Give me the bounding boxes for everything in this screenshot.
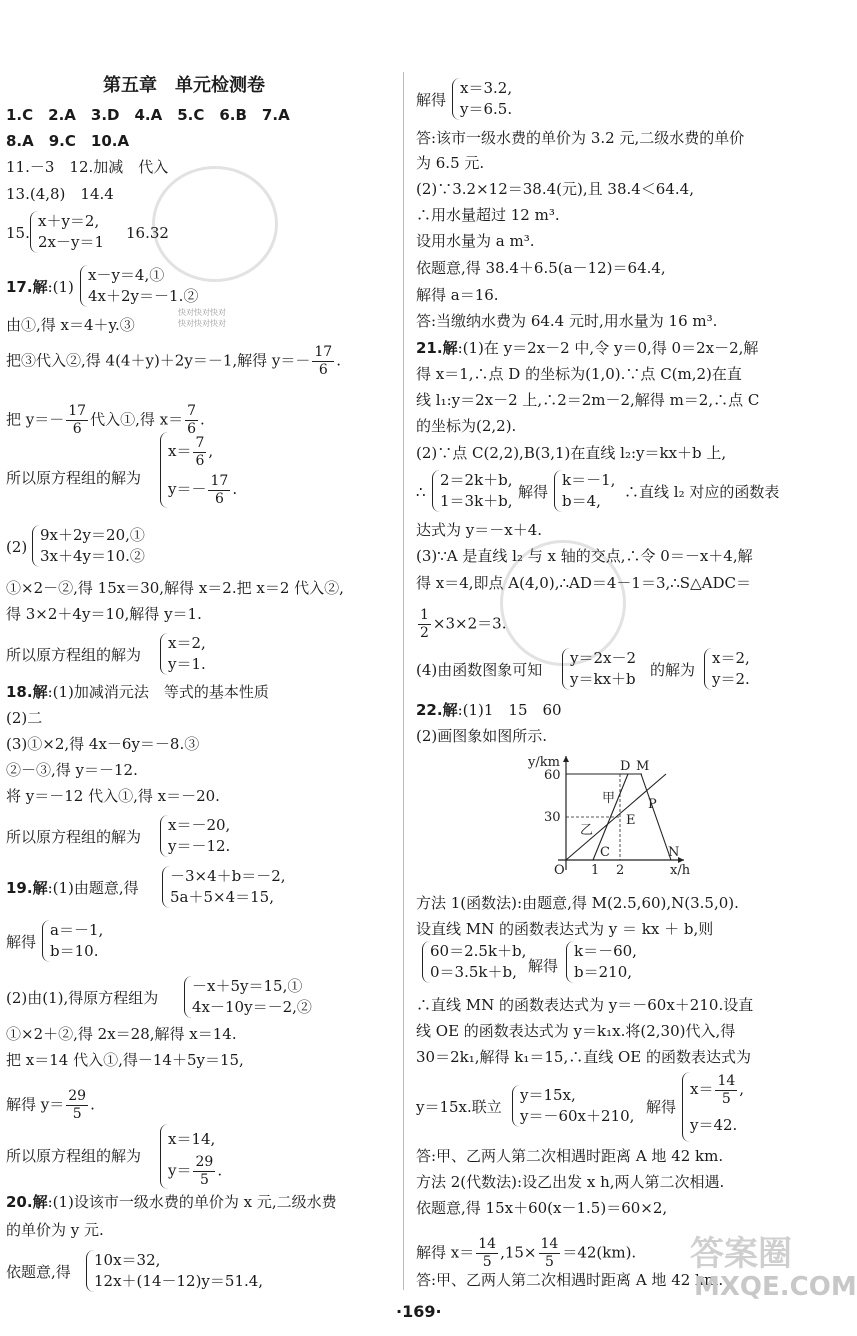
q17-line-1 xyxy=(6,277,74,297)
equation: y＝2. xyxy=(712,670,750,688)
equation: b＝210, xyxy=(574,963,633,981)
q18-line-2: (2)二 xyxy=(6,709,43,727)
q21-line-6c: ∴直线 l₂ 对应的函数表 xyxy=(624,483,780,501)
text: y＝ xyxy=(168,1161,192,1180)
q21-line-5: (2)∵点 C(2,2),B(3,1)在直线 l₂:y＝kx＋b 上, xyxy=(416,444,727,462)
fraction xyxy=(193,435,206,470)
q17-line-7: 得 3×2＋4y＝10,解得 y＝1. xyxy=(6,605,202,623)
equation: k＝－1, xyxy=(562,471,616,489)
solution-y: y＝ $\frac{29}{5}$ . xyxy=(168,1154,223,1188)
fraction xyxy=(539,1236,561,1271)
equation: b＝4, xyxy=(562,492,601,510)
q17-solution-1 xyxy=(160,432,237,508)
numerator: 29 xyxy=(195,1154,214,1170)
q18-line-4: ②－③,得 y＝－12. xyxy=(6,761,138,779)
answer-16: 16.32 xyxy=(126,224,169,242)
q18-solution xyxy=(160,815,230,857)
q21-line-11: (4)由函数图象可知 xyxy=(416,661,543,679)
q19-line-1 xyxy=(6,878,139,898)
equation: y＝2x－2 xyxy=(570,649,637,667)
equation: 1＝3k＋b, xyxy=(440,492,513,510)
q20-right-line-9: 答:当缴纳水费为 64.4 元时,用水量为 16 m³. xyxy=(416,312,718,330)
watermark-small-text-1: 快对快对快对 xyxy=(178,308,226,317)
q22-system-1 xyxy=(422,941,526,983)
q20-right-line-8: 解得 a＝16. xyxy=(416,286,499,304)
answer-15-system xyxy=(30,211,104,253)
q20-right-line-6: 设用水量为 a m³. xyxy=(416,232,535,250)
x-tick-1: 1 xyxy=(591,863,600,878)
q17-line-3: 把③代入②,得 4(4＋y)＋2y＝－1,解得 y＝－ $\frac{17}{6}$ . xyxy=(6,344,341,378)
equation: 4x－10y＝－2,② xyxy=(192,998,312,1016)
q22-line-3: 方法 1(函数法):由题意,得 M(2.5,60),N(3.5,0). xyxy=(416,894,739,912)
fraction xyxy=(418,607,431,642)
q22-solution-1 xyxy=(566,941,637,983)
fraction xyxy=(715,1073,737,1108)
fraction xyxy=(193,1154,215,1189)
numerator: 29 xyxy=(68,1088,87,1104)
x-tick-2: 2 xyxy=(616,863,625,878)
equation: x＝14, xyxy=(168,1130,216,1148)
q22-line-13 xyxy=(416,1236,636,1271)
point-label-P: P xyxy=(648,797,657,812)
equation: x＝2, xyxy=(168,634,206,652)
equation: 3x＋4y＝10.② xyxy=(40,547,145,565)
numerator: 1 xyxy=(420,607,429,623)
y-unit-label: y/km xyxy=(528,755,560,770)
q17-line-8: 所以原方程组的解为 xyxy=(6,646,142,664)
q19-line-4: ①×2＋②,得 2x＝28,解得 x＝14. xyxy=(6,1025,237,1043)
q20-system xyxy=(86,1250,263,1292)
answer-row-2: 8.A 9.C 10.A xyxy=(6,132,130,150)
watermark-url: MXQE.COM xyxy=(694,1272,857,1302)
numerator: 17 xyxy=(68,403,87,419)
q22-line-9b: 解得 xyxy=(646,1098,677,1116)
q19-system-1 xyxy=(162,866,286,908)
q19-line-2: 解得 xyxy=(6,933,37,951)
text: :(1)设该市一级水费的单价为 x 元,二级水费 xyxy=(47,1193,337,1211)
q17-line-6: ①×2－②,得 15x＝30,解得 x＝2.把 x＝2 代入②, xyxy=(6,579,344,597)
q19-system-2 xyxy=(184,976,312,1018)
q21-solution-4 xyxy=(704,648,750,690)
q21-line-6a: ∴ xyxy=(416,483,426,501)
numerator: 7 xyxy=(187,403,196,419)
text: 代入①,得 x＝ xyxy=(90,410,184,429)
equation: 10x＝32, xyxy=(94,1251,161,1269)
answer-15-label: 15. xyxy=(6,224,30,242)
text: 把 y＝－ xyxy=(6,410,65,429)
q19-label: 19.解 xyxy=(6,879,48,897)
equation: y＝kx＋b xyxy=(570,670,636,688)
q21-line-6b: 解得 xyxy=(518,483,549,501)
solution-y: y＝－ $\frac{17}{6}$ . xyxy=(168,472,238,507)
equation: 9x＋2y＝20,① xyxy=(40,526,145,544)
page-number: ·169· xyxy=(396,1302,442,1321)
denominator: 6 xyxy=(187,421,196,437)
q21-line-3: 线 l₁:y＝2x－2 上,∴2＝2m－2,解得 m＝2,∴点 C xyxy=(416,391,760,409)
q17-part1: :(1) xyxy=(47,278,74,296)
watermark-logo: 答案圈 xyxy=(690,1234,792,1274)
q17-line-4: 把 y＝－ $\frac{17}{6}$ 代入①,得 x＝ $\frac{7}{6}$ . xyxy=(6,403,205,437)
q20-right-line-5: ∴用水量超过 12 m³. xyxy=(416,206,560,224)
text: :(1)由题意,得 xyxy=(47,879,139,897)
denominator: 5 xyxy=(482,1254,492,1270)
fraction xyxy=(208,473,230,508)
text: 解得 y＝ xyxy=(6,1095,65,1114)
equation: －3×4＋b＝－2, xyxy=(170,867,286,885)
q18-label: 18.解 xyxy=(6,683,48,701)
q18-line-1 xyxy=(6,682,269,702)
equation: y＝6.5. xyxy=(460,100,513,118)
q21-line-7: 达式为 y＝－x＋4. xyxy=(416,521,543,539)
q17-line-5: 所以原方程组的解为 xyxy=(6,469,142,487)
x-unit-label: x/h xyxy=(670,863,691,878)
numerator: 14 xyxy=(478,1236,497,1252)
equation: x＋y＝2, xyxy=(38,212,100,230)
text: x＝ xyxy=(690,1080,714,1098)
series-label-yi: 乙 xyxy=(580,823,594,838)
text: ,15× xyxy=(500,1243,537,1262)
q20-right-line-3: 为 6.5 元. xyxy=(416,154,485,172)
equation: x＝2, xyxy=(712,649,750,667)
equation: 60＝2.5k＋b, xyxy=(430,942,527,960)
q20-label: 20.解 xyxy=(6,1193,48,1211)
line-segment-MN xyxy=(641,774,671,860)
equation: x－y＝4,① xyxy=(88,266,165,284)
denominator: 6 xyxy=(318,362,328,378)
q21-line-11b: 的解为 xyxy=(650,661,696,679)
q19-line-7: 所以原方程组的解为 xyxy=(6,1147,142,1165)
answer-row-1: 1.C 2.A 3.D 4.A 5.C 6.B 7.A xyxy=(6,106,290,124)
q20-right-line-2: 答:该市一级水费的单价为 3.2 元,二级水费的单价 xyxy=(416,129,745,147)
point-label-E: E xyxy=(626,813,636,828)
q18-line-6: 所以原方程组的解为 xyxy=(6,828,142,846)
q19-solution-2 xyxy=(160,1124,222,1189)
equation: 5a＋5×4＝15, xyxy=(170,888,274,906)
q22-solution-2 xyxy=(682,1072,744,1142)
q22-line-14: 答:甲、乙两人第二次相遇时距离 A 地 42 km. xyxy=(416,1271,724,1289)
equation: x＝3.2, xyxy=(460,79,513,97)
equation: a＝－1, xyxy=(50,921,104,939)
equation: y＝－12. xyxy=(168,837,231,855)
equation: x＝－20, xyxy=(168,816,231,834)
q19-solution-1 xyxy=(42,920,103,962)
text: x＝ xyxy=(168,442,192,460)
q21-line-4: 的坐标为(2,2). xyxy=(416,417,517,435)
q22-line-9a: y＝15x.联立 xyxy=(416,1098,502,1116)
equation: 0＝3.5k＋b, xyxy=(430,963,517,981)
denominator: 5 xyxy=(199,1172,209,1188)
q22-line-5: 解得 xyxy=(528,957,559,975)
numerator: 7 xyxy=(195,434,205,451)
numerator: 17 xyxy=(314,344,333,360)
numerator: 14 xyxy=(717,1072,736,1089)
q22-line-11: 方法 2(代数法):设乙出发 x h,两人第二次相遇. xyxy=(416,1173,725,1191)
equation: b＝10. xyxy=(50,942,99,960)
equation: y＝15x, xyxy=(520,1086,576,1104)
equation: 12x＋(14－12)y＝51.4, xyxy=(94,1272,264,1290)
q21-label: 21.解 xyxy=(416,339,458,357)
text: :(1)1 15 60 xyxy=(457,701,562,719)
q22-graph xyxy=(518,752,691,882)
q21-line-2: 得 x＝1,∴点 D 的坐标为(1,0).∵点 C(m,2)在直 xyxy=(416,365,742,383)
solution-x: x＝ $\frac{7}{6}$ , xyxy=(168,434,214,469)
q20-line-3: 依题意,得 xyxy=(6,1263,71,1281)
q20-line-1 xyxy=(6,1192,337,1212)
q22-line-6: ∴直线 MN 的函数表达式为 y＝－60x＋210.设直 xyxy=(416,996,754,1014)
fraction xyxy=(66,403,88,438)
denominator: 5 xyxy=(721,1090,731,1107)
numerator: 17 xyxy=(210,472,229,489)
q17-system-2 xyxy=(32,525,145,567)
text: 把③代入②,得 4(4＋y)＋2y＝－1,解得 y＝－ xyxy=(6,351,311,370)
fraction xyxy=(312,344,334,379)
column-divider xyxy=(403,72,404,1290)
q22-line-12: 依题意,得 15x＋60(x－1.5)＝60×2, xyxy=(416,1199,668,1217)
q21-line-9: 得 x＝4,即点 A(4,0),∴AD＝4－1＝3,∴S△ADC＝ xyxy=(416,574,751,592)
q20-solution xyxy=(452,78,512,120)
q18-line-5: 将 y＝－12 代入①,得 x＝－20. xyxy=(6,787,220,805)
text: ×3×2＝3. xyxy=(432,614,507,633)
point-label-N: N xyxy=(668,845,680,860)
q22-line-7: 线 OE 的函数表达式为 y＝k₁x.将(2,30)代入,得 xyxy=(416,1022,736,1040)
denominator: 6 xyxy=(195,452,205,469)
q20-right-line-1: 解得 xyxy=(416,91,447,109)
point-label-C: C xyxy=(600,845,610,860)
answer-row-3: 11.－3 12.加减 代入 xyxy=(6,158,169,176)
series-label-jia: 甲 xyxy=(602,791,616,806)
page-title: 第五章 单元检测卷 xyxy=(103,75,265,96)
watermark-small-text-2: 快对快对快对 xyxy=(178,319,226,328)
equation: －x＋5y＝15,① xyxy=(192,977,303,995)
text: y＝－ xyxy=(168,480,207,498)
q21-solution xyxy=(554,470,615,512)
q17-system-1 xyxy=(80,265,198,307)
q17-solution-2 xyxy=(160,633,206,675)
q17-part2-label: (2) xyxy=(6,538,28,556)
equation: y＝1. xyxy=(168,655,206,673)
denominator: 2 xyxy=(420,625,429,641)
q21-line-1 xyxy=(416,338,758,358)
point-label-M: M xyxy=(636,759,650,774)
text: ＝42(km). xyxy=(562,1243,637,1262)
answer-row-4: 13.(4,8) 14.4 xyxy=(6,185,114,203)
q19-line-3: (2)由(1),得原方程组为 xyxy=(6,989,159,1007)
y-axis-arrow xyxy=(563,756,569,762)
denominator: 5 xyxy=(72,1106,82,1122)
q22-line-10: 答:甲、乙两人第二次相遇时距离 A 地 42 km. xyxy=(416,1147,724,1165)
equation: 4x＋2y＝－1.② xyxy=(88,287,199,305)
y-tick-60: 60 xyxy=(544,768,561,783)
q22-line-4: 设直线 MN 的函数表达式为 y ＝ kx ＋ b,则 xyxy=(416,920,714,938)
q22-label: 22.解 xyxy=(416,701,458,719)
fraction xyxy=(66,1088,88,1123)
equation: y＝42. xyxy=(690,1115,738,1134)
equation: k＝－60, xyxy=(574,942,637,960)
q19-line-6: 解得 y＝ $\frac{29}{5}$ . xyxy=(6,1088,95,1122)
denominator: 6 xyxy=(214,490,224,507)
solution-x: x＝ $\frac{14}{5}$ , xyxy=(690,1072,745,1107)
equation: 2x－y＝1 xyxy=(38,233,105,251)
q20-right-line-4: (2)∵3.2×12＝38.4(元),且 38.4＜64.4, xyxy=(416,180,694,198)
text: :(1)加减消元法 等式的基本性质 xyxy=(47,683,269,701)
q22-line-8: 30＝2k₁,解得 k₁＝15,∴直线 OE 的函数表达式为 xyxy=(416,1048,752,1066)
q20-line-2: 的单价为 y 元. xyxy=(6,1221,104,1239)
q21-line-8: (3)∵A 是直线 l₂ 与 x 轴的交点,∴令 0＝－x＋4,解 xyxy=(416,547,753,565)
q21-system xyxy=(432,470,513,512)
text: :(1)在 y＝2x－2 中,令 y＝0,得 0＝2x－2,解 xyxy=(457,339,759,357)
point-label-D: D xyxy=(620,759,631,774)
fraction xyxy=(476,1236,498,1271)
q19-line-5: 把 x＝14 代入①,得－14＋5y＝15, xyxy=(6,1051,244,1069)
equation: y＝－60x＋210, xyxy=(520,1107,635,1125)
q20-right-line-7: 依题意,得 38.4＋6.5(a－12)＝64.4, xyxy=(416,259,666,277)
q22-system-2 xyxy=(512,1085,634,1127)
q21-system-4 xyxy=(562,648,636,690)
origin-label: O xyxy=(554,863,565,878)
denominator: 5 xyxy=(544,1254,554,1270)
q21-line-10 xyxy=(416,607,506,642)
equation: 2＝2k＋b, xyxy=(440,471,513,489)
q17-label: 17.解 xyxy=(6,278,48,296)
y-tick-30: 30 xyxy=(544,810,561,825)
denominator: 6 xyxy=(72,421,82,437)
q22-line-2: (2)画图象如图所示. xyxy=(416,727,548,745)
q18-line-3: (3)①×2,得 4x－6y＝－8.③ xyxy=(6,735,200,753)
q22-line-1 xyxy=(416,700,562,720)
text: 解得 x＝ xyxy=(416,1243,475,1262)
q17-line-2: 由①,得 x＝4＋y.③ xyxy=(6,316,135,334)
numerator: 14 xyxy=(540,1236,559,1252)
